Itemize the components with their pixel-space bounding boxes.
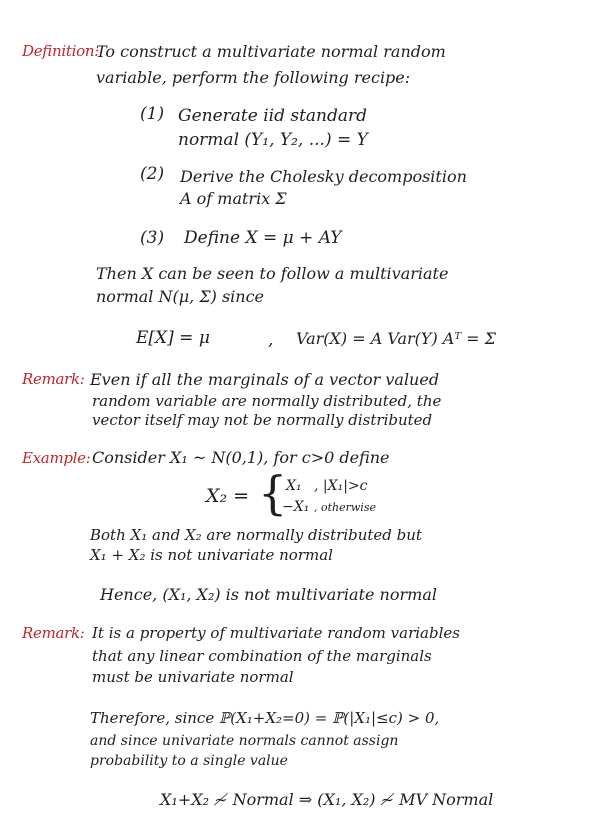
remark-2-line-1: It is a property of multivariate random variables (92, 624, 460, 642)
remark-1-line-3: vector itself may not be normally distributed (92, 411, 433, 429)
case-1-value: X₁ (286, 478, 302, 494)
both-line-1: Both X₁ and X₂ are normally distributed but (90, 526, 422, 544)
conclusion-line: X₁+X₂ ≁ Normal ⇒ (X₁, X₂) ≁ MV Normal (160, 790, 494, 809)
step-2-line-1: Derive the Cholesky decomposition (180, 167, 467, 186)
step-1-number: (1) (140, 104, 165, 124)
case-1-condition: , |X₁|>c (314, 478, 368, 494)
x2-definition-lhs: X₂ = (206, 485, 250, 507)
both-line-2: X₁ + X₂ is not univariate normal (90, 546, 333, 564)
definition-line-2: variable, perform the following recipe: (96, 68, 411, 87)
remark-1-line-1: Even if all the marginals of a vector valued (90, 370, 440, 389)
step-1-line-2: normal (Y₁, Y₂, ...) = Y (178, 130, 368, 150)
hence-line: Hence, (X₁, X₂) is not multivariate normal (100, 585, 437, 604)
piecewise-brace: { (258, 466, 288, 520)
step-3-line-1: Define X = μ + AY (184, 228, 342, 248)
example-line-1: Consider X₁ ~ N(0,1), for c>0 define (92, 448, 390, 467)
step-2-line-2: A of matrix Σ (180, 189, 287, 208)
therefore-line-2: and since univariate normals cannot assign (90, 733, 399, 749)
expectation-formula: E[X] = μ (136, 328, 210, 348)
variance-formula: Var(X) = A Var(Y) Aᵀ = Σ (296, 329, 496, 348)
formula-separator: , (268, 330, 274, 350)
remark-2-line-2: that any linear combination of the marginals (92, 647, 432, 665)
definition-label: Definition: (22, 42, 99, 60)
case-2-condition: , otherwise (314, 501, 376, 514)
therefore-line-3: probability to a single value (90, 753, 288, 769)
step-3-number: (3) (140, 228, 165, 248)
therefore-line-1: Therefore, since ℙ(X₁+X₂=0) = ℙ(|X₁|≤c) > 0, (90, 709, 440, 727)
definition-line-1: To construct a multivariate normal random (96, 42, 446, 61)
step-1-line-1: Generate iid standard (178, 106, 368, 126)
remark-2-line-3: must be univariate normal (92, 668, 294, 686)
step-2-number: (2) (140, 164, 165, 184)
then-line-2: normal N(μ, Σ) since (96, 287, 265, 306)
example-label: Example: (22, 449, 91, 467)
remark-1-label: Remark: (22, 370, 85, 388)
case-2-value: −X₁ (282, 499, 310, 515)
then-line-1: Then X can be seen to follow a multivariate (96, 264, 449, 283)
remark-2-label: Remark: (22, 624, 85, 642)
remark-1-line-2: random variable are normally distributed, the (92, 392, 442, 410)
